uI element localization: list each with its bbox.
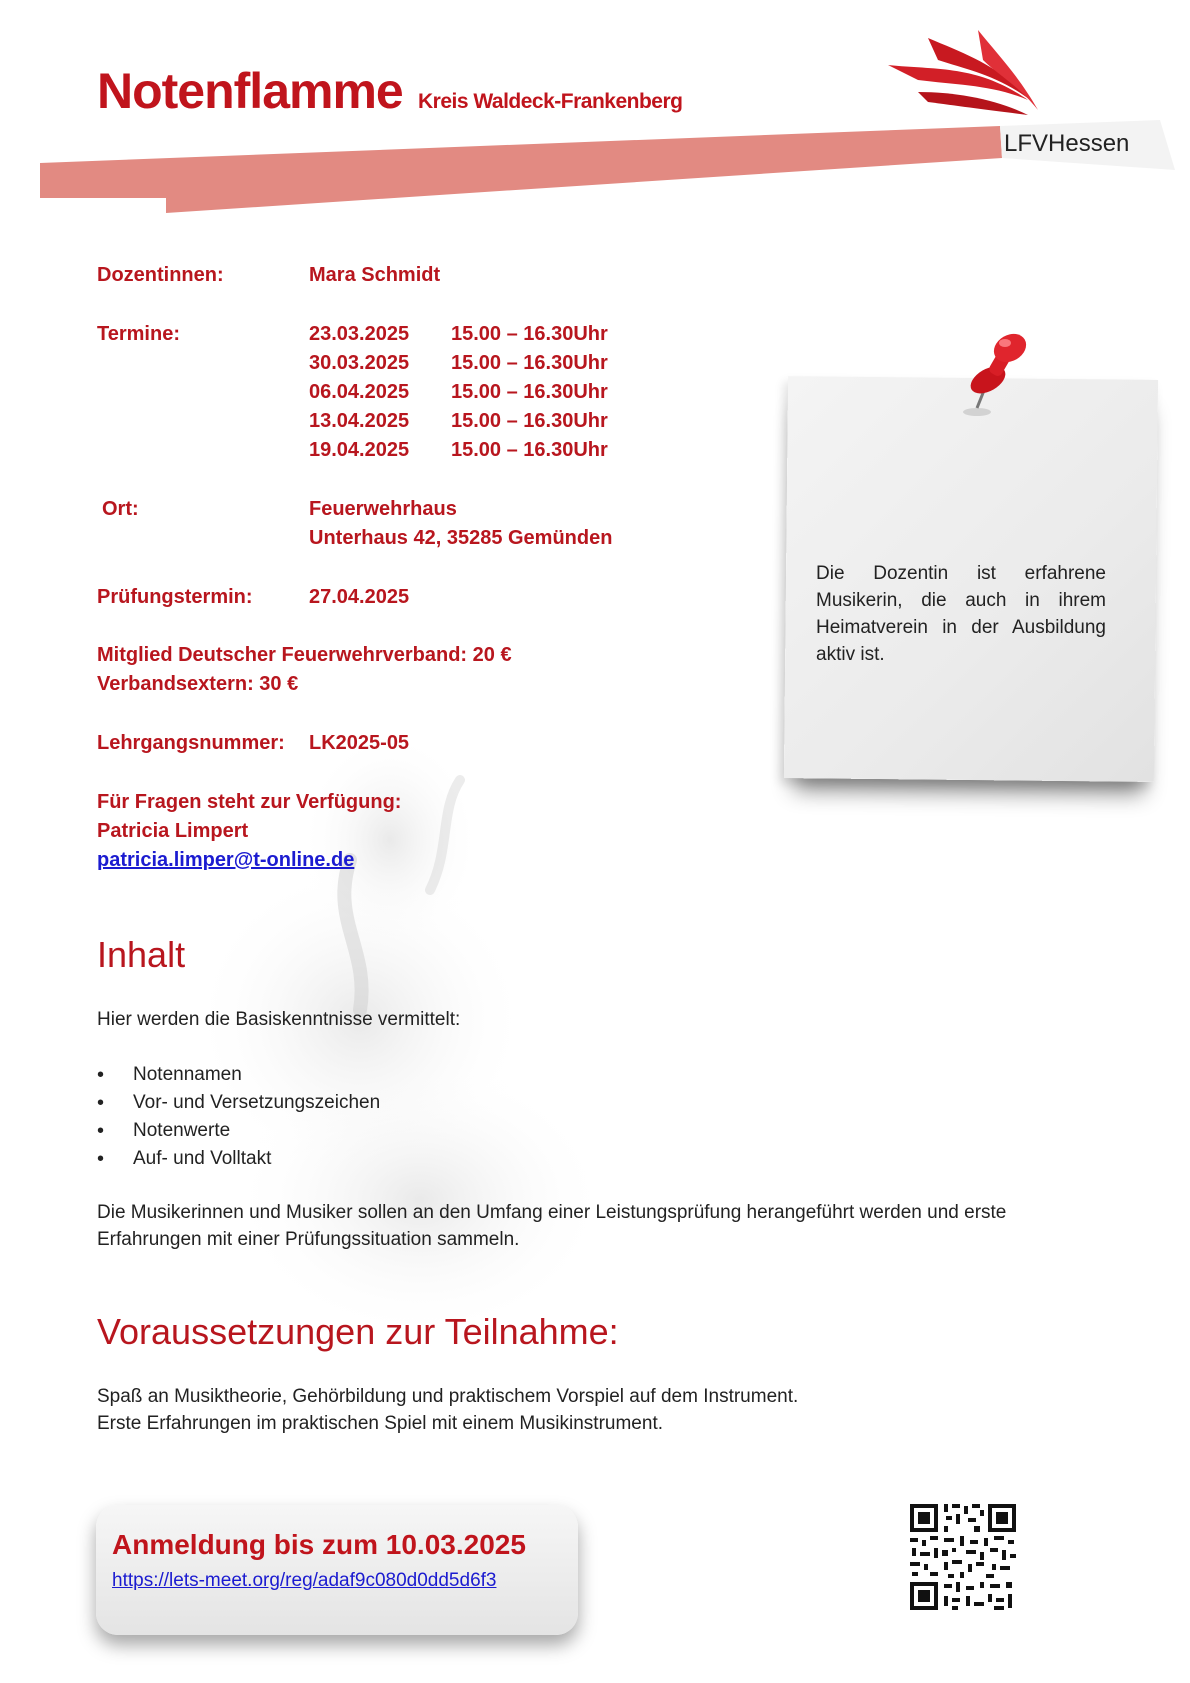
content-bullet-list bbox=[97, 1061, 697, 1173]
location-label: Ort: bbox=[102, 498, 139, 520]
logo-text: LFVHessen bbox=[1004, 130, 1130, 157]
date-1: 23.03.2025 bbox=[309, 323, 410, 345]
page-title: Notenflamme bbox=[97, 63, 403, 119]
date-5: 19.04.2025 bbox=[309, 439, 410, 461]
list-item: • Notennamen bbox=[97, 1061, 697, 1089]
registration-link[interactable]: https://lets-meet.org/reg/adaf9c080d0dd5d6f3 bbox=[112, 1570, 497, 1591]
time-2: 15.00 – 16.30Uhr bbox=[451, 352, 608, 374]
qr-code-icon[interactable] bbox=[908, 1502, 1018, 1612]
price-external: Verbandsextern: 30 € bbox=[97, 673, 299, 695]
date-4: 13.04.2025 bbox=[309, 410, 410, 432]
contact-email-link[interactable]: patricia.limper@t-online.de bbox=[97, 849, 355, 871]
time-5: 15.00 – 16.30Uhr bbox=[451, 439, 608, 461]
contact-label: Für Fragen steht zur Verfügung: bbox=[97, 791, 402, 813]
lecturer-label: Dozentinnen: bbox=[97, 264, 224, 286]
time-3: 15.00 – 16.30Uhr bbox=[451, 381, 608, 403]
content-heading: Inhalt bbox=[97, 934, 186, 975]
time-4: 15.00 – 16.30Uhr bbox=[451, 410, 608, 432]
location-line-2: Unterhaus 42, 35285 Gemünden bbox=[309, 527, 613, 549]
date-2: 30.03.2025 bbox=[309, 352, 410, 374]
exam-value: 27.04.2025 bbox=[309, 586, 410, 608]
course-number-value: LK2025-05 bbox=[309, 732, 410, 754]
requirements-line-2: Erste Erfahrungen im praktischen Spiel mit einem Musikinstrument. bbox=[97, 1413, 664, 1434]
exam-label: Prüfungstermin: bbox=[97, 586, 253, 608]
price-member: Mitglied Deutscher Feuerwehrverband: 20 € bbox=[97, 644, 512, 666]
date-3: 06.04.2025 bbox=[309, 381, 410, 403]
course-number-label: Lehrgangsnummer: bbox=[97, 732, 285, 754]
sticky-note-text: Die Dozentin ist erfahrene Musikerin, die auch in ihrem Heimatverein in der Ausbildung aktiv ist. bbox=[816, 563, 1106, 665]
list-item: • Vor- und Versetzungszeichen bbox=[97, 1089, 697, 1117]
lecturer-value: Mara Schmidt bbox=[309, 264, 441, 286]
content-intro: Hier werden die Basiskenntnisse vermittelt: bbox=[97, 1009, 461, 1030]
list-item: • Auf- und Volltakt bbox=[97, 1145, 697, 1173]
registration-deadline: Anmeldung bis zum 10.03.2025 bbox=[112, 1529, 526, 1560]
lfv-flame-logo-icon bbox=[878, 30, 1048, 120]
page-subtitle: Kreis Waldeck-Frankenberg bbox=[418, 90, 683, 113]
content-paragraph-line-2: Erfahrungen mit einer Prüfungssituation sammeln. bbox=[97, 1229, 520, 1250]
time-1: 15.00 – 16.30Uhr bbox=[451, 323, 608, 345]
push-pin-icon bbox=[955, 330, 1035, 420]
requirements-heading: Voraussetzungen zur Teilnahme: bbox=[97, 1311, 619, 1352]
location-line-1: Feuerwehrhaus bbox=[309, 498, 457, 520]
list-item: • Notenwerte bbox=[97, 1117, 697, 1145]
contact-name: Patricia Limpert bbox=[97, 820, 249, 842]
content-paragraph-line-1: Die Musikerinnen und Musiker sollen an den Umfang einer Leistungsprüfung herangeführt werden und erste bbox=[97, 1202, 1007, 1223]
requirements-line-1: Spaß an Musiktheorie, Gehörbildung und praktischem Vorspiel auf dem Instrument. bbox=[97, 1386, 799, 1407]
dates-label: Termine: bbox=[97, 323, 180, 345]
